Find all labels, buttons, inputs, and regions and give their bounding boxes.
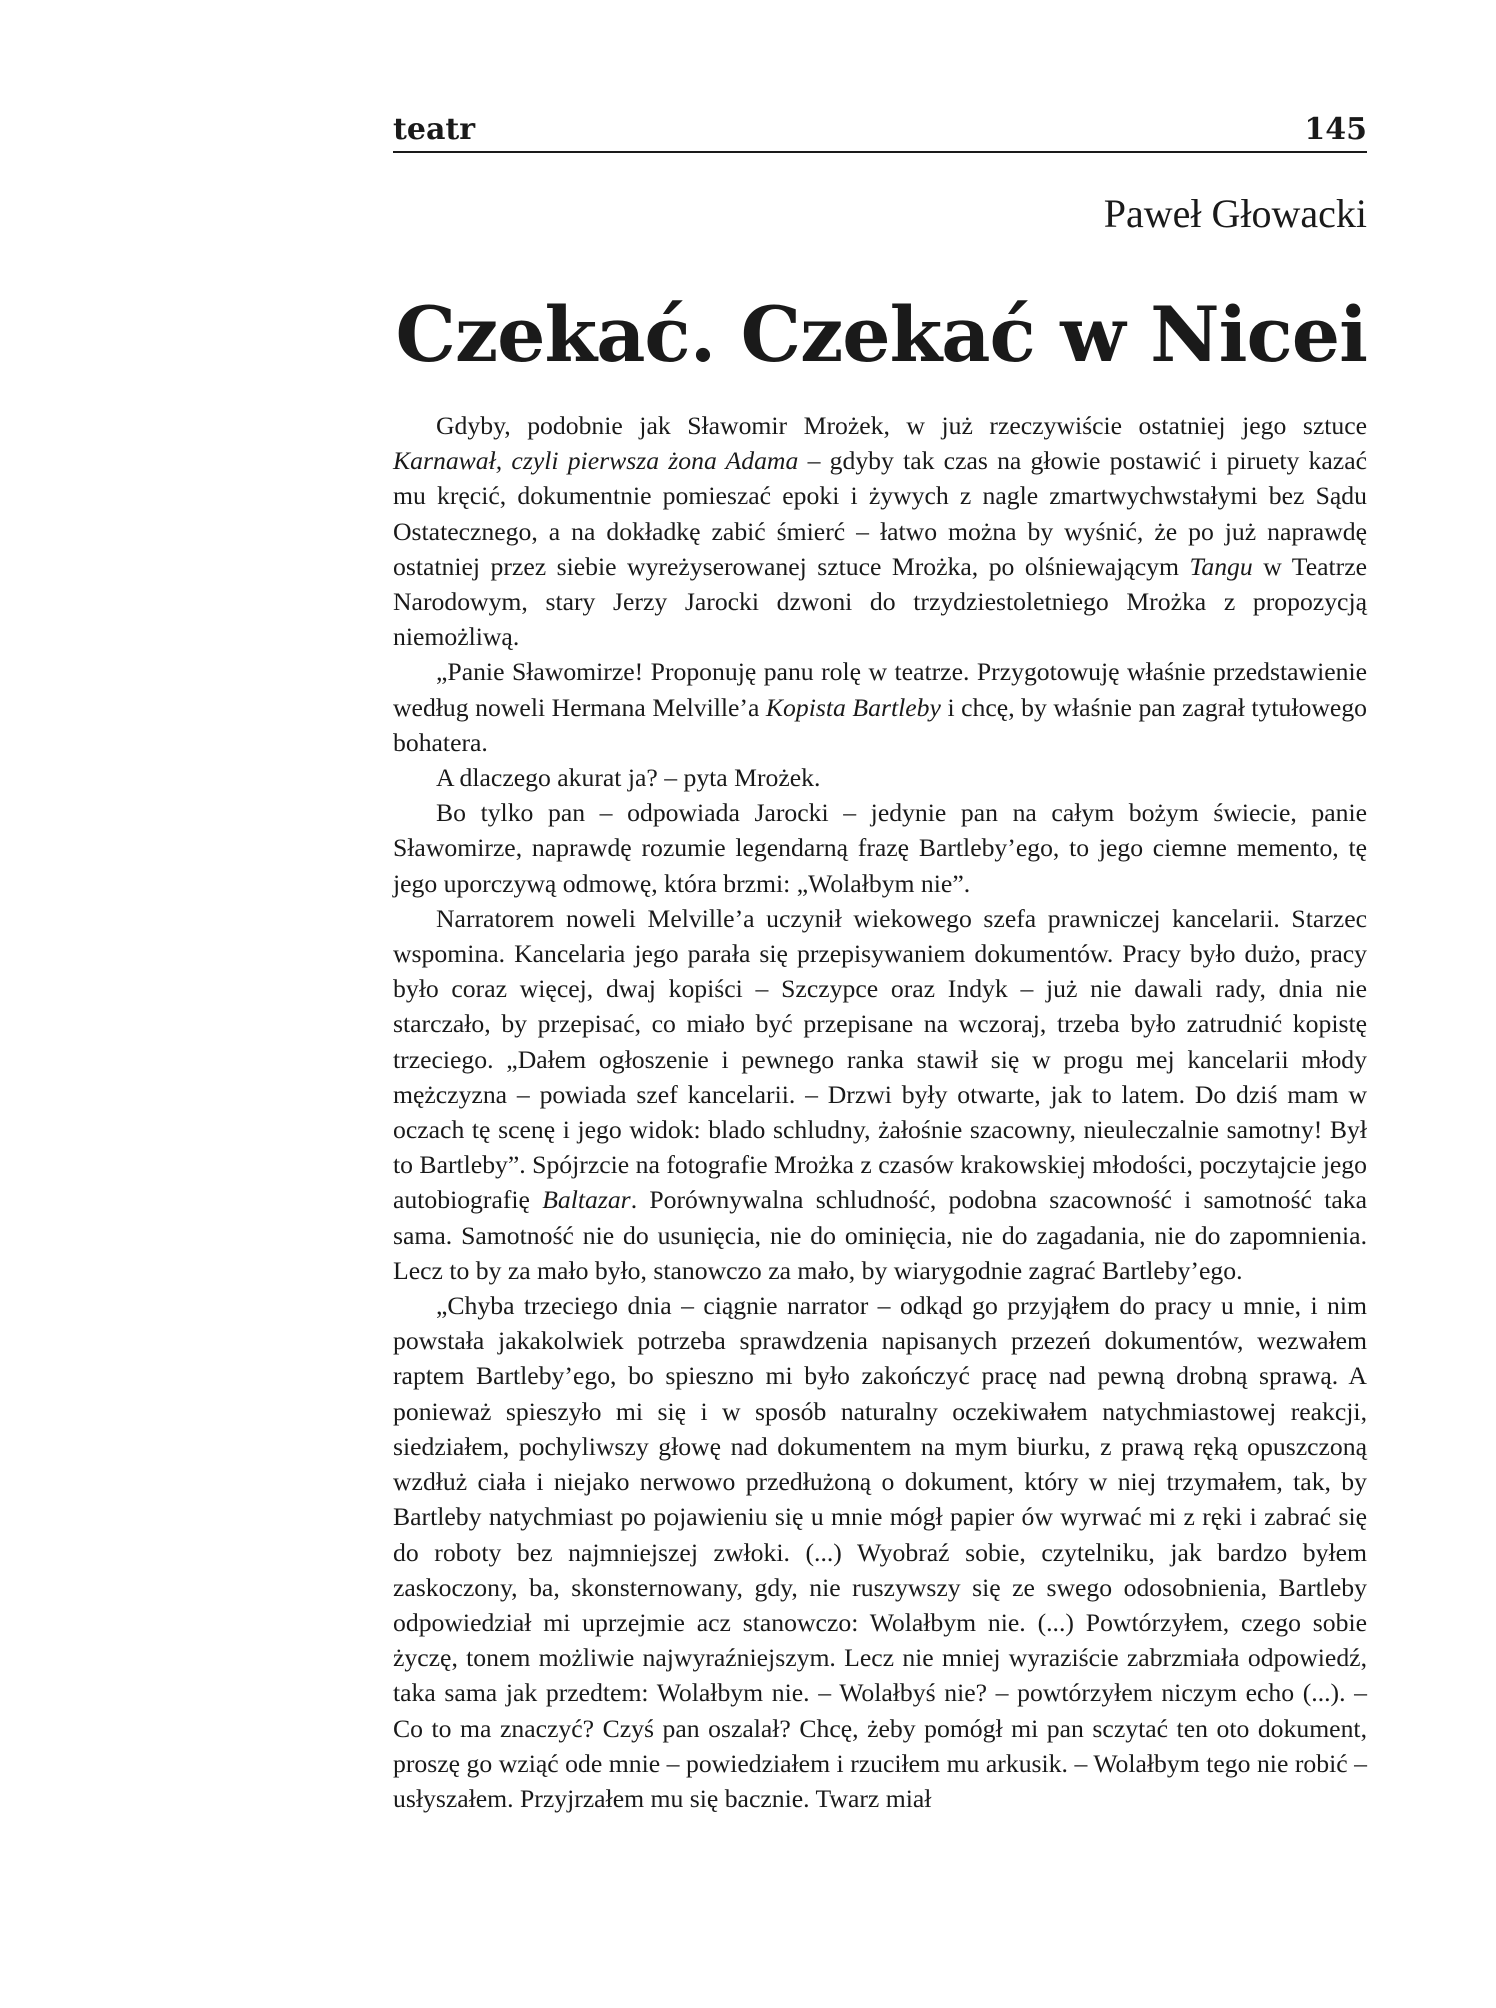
italic-title: Karnawał, czyli pierwsza żona Adama: [393, 446, 799, 476]
italic-title: Kopista Bartleby: [765, 692, 941, 722]
section-label: teatr: [393, 112, 476, 147]
italic-title: Baltazar: [542, 1185, 631, 1215]
text-run: „Panie Sławomirze! Proponuję panu rolę w teatrze. Przygotowuję właśnie przedstawienie według noweli Hermana Melville’a: [393, 657, 1367, 722]
text-run: Bo tylko pan – odpowiada Jarocki – jedynie pan na całym bożym świecie, panie Sławomirze, naprawdę rozumie legendarną frazę Bartleby’ego, to jego ciemne memento, tę jego uporczywą odmowę, która brzmi: „Wolałbym nie”.: [393, 798, 1367, 898]
text-run: „Chyba trzeciego dnia – ciągnie narrator – odkąd go przyjąłem do pracy u mnie, i nim powstała jakakolwiek potrzeba sprawdzenia napisanych przezeń dokumentów, wezwałem raptem Bartleby’ego, bo spieszno mi było zakończyć pracę nad pewną drobną sprawą. A ponieważ spieszyło mi się i w sposób naturalny oczekiwałem natychmiastowej reakcji, siedziałem, pochyliwszy głowę nad dokumentem na mym biurku, z prawą ręką opuszczoną wzdłuż ciała i niejako nerwowo przedłużoną o dokument, który w niej trzymałem, tak, by Bartleby natychmiast po pojawieniu się u mnie mógł papier ów wyrwać mi z ręki i zabrać się do roboty bez najmniejszej zwłoki. (...) Wyobraź sobie, czytelniku, jak bardzo byłem zaskoczony, ba, skonsternowany, gdy, nie ruszywszy się ze swego odosobnienia, Bartleby odpowiedział mi uprzejmie acz stanowczo: Wolałbym nie. (...) Powtórzyłem, czego sobie życzę, tonem możliwie najwyraźniejszym. Lecz nie mniej wyraziście zabrzmiała odpowiedź, taka sama jak przedtem: Wolałbym nie. – Wolałbyś nie? – powtórzyłem niczym echo (...). – Co to ma znaczyć? Czyś pan oszalał? Chcę, żeby pomógł mi pan sczytać ten oto dokument, proszę go wziąć ode mnie – powiedziałem i rzuciłem mu arkusik. – Wolałbym tego nie robić – usłyszałem. Przyjrzałem mu się bacznie. Twarz miał: [393, 1291, 1367, 1813]
text-run: Narratorem noweli Melville’a uczynił wiekowego szefa prawniczej kancelarii. Starzec wspomina. Kancelaria jego parała się przepisywaniem dokumentów. Pracy było dużo, pracy było coraz więcej, dwaj kopiści – Szczypce oraz Indyk – już nie dawali rady, dnia nie starczało, by przepisać, co miało być przepisane na wczoraj, trzeba było zatrudnić kopistę trzeciego. „Dałem ogłoszenie i pewnego ranka stawił się w progu mej kancelarii młody mężczyzna – powiada szef kancelarii. – Drzwi były otwarte, jak to latem. Do dziś mam w oczach tę scenę i jego widok: blado schludny, żałośnie szacowny, nieuleczalnie samotny! Był to Bartleby”. Spójrzcie na fotografie Mrożka z czasów krakowskiej młodości, poczytajcie jego autobiografię: [393, 903, 1367, 1215]
text-run: – gdyby tak czas na głowie postawić i piruety kazać mu kręcić, dokumentnie pomieszać epoki i żywych z nagle zmartwychwstałymi bez Sądu Ostatecznego, a na dokładkę zabić śmierć – łatwo można by wyśnić, że po już naprawdę ostatniej przez siebie wyreżyserowanej sztuce Mrożka, po olśniewającym: [393, 446, 1367, 581]
italic-title: Tangu: [1189, 551, 1253, 581]
text-run: i chcę, by właśnie pan zagrał tytułowego bohatera.: [393, 692, 1368, 757]
text-run: w Teatrze Narodowym, stary Jerzy Jarocki dzwoni do trzydziestoletniego Mrożka z propozycją niemożliwą.: [393, 551, 1368, 652]
text-run: A dlaczego akurat ja? – pyta Mrożek.: [436, 763, 821, 793]
text-run: . Porównywalna schludność, podobna szacowność i samotność taka sama. Samotność nie do usunięcia, nie do ominięcia, nie do zagadania, nie do zapomnienia. Lecz to by za mało było, stanowczo za mało, by wiarygodnie zagrać Bartleby’ego.: [393, 1185, 1367, 1285]
paragraph: [393, 654, 1367, 760]
paragraph: [393, 901, 1367, 1288]
page-number: 145: [1304, 112, 1367, 147]
article-body: [393, 408, 1367, 1816]
running-header: [393, 112, 1367, 153]
text-run: Gdyby, podobnie jak Sławomir Mrożek, w już rzeczywiście ostatniej jego sztuce: [436, 411, 1367, 440]
paragraph: [393, 760, 1367, 795]
article-author: Paweł Głowacki: [1103, 191, 1367, 236]
article-title: Czekać. Czekać w Nicei: [395, 290, 1367, 379]
paragraph: [393, 408, 1367, 654]
paragraph: [393, 1288, 1367, 1816]
paragraph: [393, 795, 1367, 901]
